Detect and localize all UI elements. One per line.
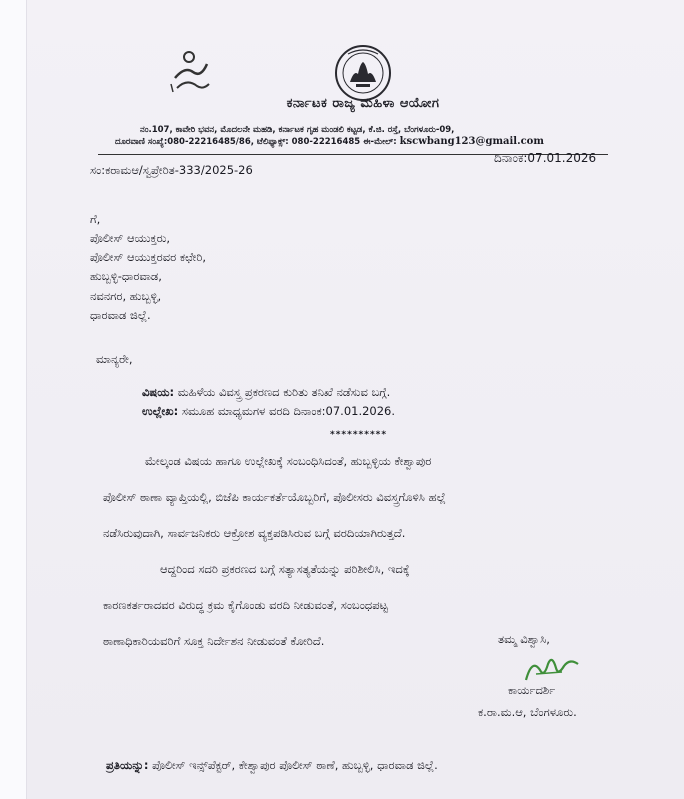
addressee-line: ಪೊಲೀಸ್ ಆಯುಕ್ತರು,: [90, 231, 171, 245]
organization-address: ನಂ.107, ಕಾವೇರಿ ಭವನ, ಮೊದಲನೇ ಮಹಡಿ, ಕರ್ನಾಟಕ ಗೃಹ ಮಂಡಲಿ ಕಟ್ಟಡ, ಕೆ.ಜಿ. ರಸ್ತೆ, ಬೆಂಗಳೂರು-09,: [140, 125, 455, 135]
body-paragraph-line: ಕಾರಣಕರ್ತರಾದವರ ವಿರುದ್ಧ ಕ್ರಮ ಕೈಗೊಂಡು ವರದಿ ನೀಡುವಂತೆ, ಸಂಬಂಧಪಟ್ಟ: [103, 598, 388, 612]
organization-contact: [115, 136, 544, 147]
closing: ತಮ್ಮ ವಿಶ್ವಾಸಿ,: [498, 632, 550, 646]
addressee-line: ಹುಬ್ಬಳ್ಳಿ-ಧಾರವಾಡ,: [90, 269, 162, 283]
addressee-line: ಧಾರವಾಡ ಜಿಲ್ಲೆ.: [90, 308, 151, 322]
copy-to-line: [106, 758, 438, 772]
organization-name: ಕರ್ನಾಟಕ ರಾಜ್ಯ ಮಹಿಳಾ ಆಯೋಗ: [286, 96, 440, 111]
signatory-title: ಕಾರ್ಯದರ್ಶಿ: [508, 683, 556, 697]
page-margin-edge: [0, 0, 27, 799]
contact-email: kscwbang123@gmail.com: [399, 136, 544, 147]
section-separator: **********: [330, 430, 388, 440]
letter-reference-number: ಸಂ:ಕರಾಮಆ/ಸ್ವಪ್ರೇರಿತ-333/2025-26: [90, 163, 253, 177]
state-emblem-seal-icon: [334, 44, 392, 102]
salutation: ಮಾನ್ಯರೇ,: [96, 352, 133, 366]
subject-line: [142, 385, 390, 399]
copy-label: ಪ್ರತಿಯನ್ನು:: [106, 758, 149, 772]
body-paragraph-line: ಠಾಣಾಧಿಕಾರಿಯವರಿಗೆ ಸೂಕ್ತ ನಿರ್ದೇಶನ ನೀಡುವಂತೆ ಕೋರಿದೆ.: [103, 634, 325, 648]
addressee-line: ನವನಗರ, ಹುಬ್ಬಳ್ಳಿ,: [90, 289, 162, 303]
contact-phone-fax: ದೂರವಾಣಿ ಸಂಖ್ಯೆ:080-22216485/86, ಟೆಲಿಫ್ಯಾಕ್ಸ್: 080-22216485 ಈ-ಮೇಲ್:: [115, 137, 397, 147]
commission-logo-icon: [163, 48, 215, 100]
copy-text: ಪೊಲೀಸ್ ಇನ್ಸ್‌ಪೆಕ್ಟರ್, ಕೇಶ್ವಾಪುರ ಪೊಲೀಸ್ ಠಾಣೆ, ಹುಬ್ಬಳ್ಳಿ, ಧಾರವಾಡ ಜಿಲ್ಲೆ.: [148, 758, 438, 772]
reference-line: [142, 404, 395, 418]
body-paragraph-line: ಪೊಲೀಸ್ ಠಾಣಾ ವ್ಯಾಪ್ತಿಯಲ್ಲಿ, ಬಿಜೆಪಿ ಕಾರ್ಯಕರ್ತೆಯೊಬ್ಬರಿಗೆ, ಪೊಲೀಸರು ವಿವಸ್ತ್ರಗೊಳಿಸಿ ಹಲ್ಲೆ: [103, 490, 446, 504]
reference-text: ಸಮೂಹ ಮಾಧ್ಯಮಗಳ ವರದಿ ದಿನಾಂಕ:07.01.2026.: [178, 404, 396, 418]
subject-text: ಮಹಿಳೆಯ ವಿವಸ್ತ್ರ ಪ್ರಕರಣದ ಕುರಿತು ತನಿಖೆ ನಡೆಸುವ ಬಗ್ಗೆ.: [174, 385, 391, 399]
body-paragraph-line: ನಡೆಸಿರುವುದಾಗಿ, ಸಾರ್ವಜನಿಕರು ಆಕ್ರೋಶ ವ್ಯಕ್ತಪಡಿಸಿರುವ ಬಗ್ಗೆ ವರದಿಯಾಗಿರುತ್ತದೆ.: [103, 526, 406, 540]
addressee-line: ಪೊಲೀಸ್ ಆಯುಕ್ತರವರ ಕಛೇರಿ,: [90, 250, 207, 264]
body-paragraph-line: ಆದ್ದರಿಂದ ಸದರಿ ಪ್ರಕರಣದ ಬಗ್ಗೆ ಸತ್ಯಾಸತ್ಯತೆಯನ್ನು ಪರಿಶೀಲಿಸಿ, ಇದಕ್ಕೆ: [160, 562, 410, 576]
reference-label: ಉಲ್ಲೇಖ:: [142, 404, 179, 418]
addressee-line: ಗೆ,: [90, 212, 101, 226]
letter-date: ದಿನಾಂಕ:07.01.2026: [494, 151, 597, 165]
signatory-organization: ಕ.ರಾ.ಮ.ಆ, ಬೆಂಗಳೂರು.: [478, 705, 577, 719]
subject-label: ವಿಷಯ:: [142, 385, 175, 399]
body-paragraph-line: ಮೇಲ್ಕಂಡ ವಿಷಯ ಹಾಗೂ ಉಲ್ಲೇಖಕ್ಕೆ ಸಂಬಂಧಿಸಿದಂತೆ, ಹುಬ್ಬಳ್ಳಿಯ ಕೇಶ್ವಾಪುರ: [145, 454, 432, 468]
